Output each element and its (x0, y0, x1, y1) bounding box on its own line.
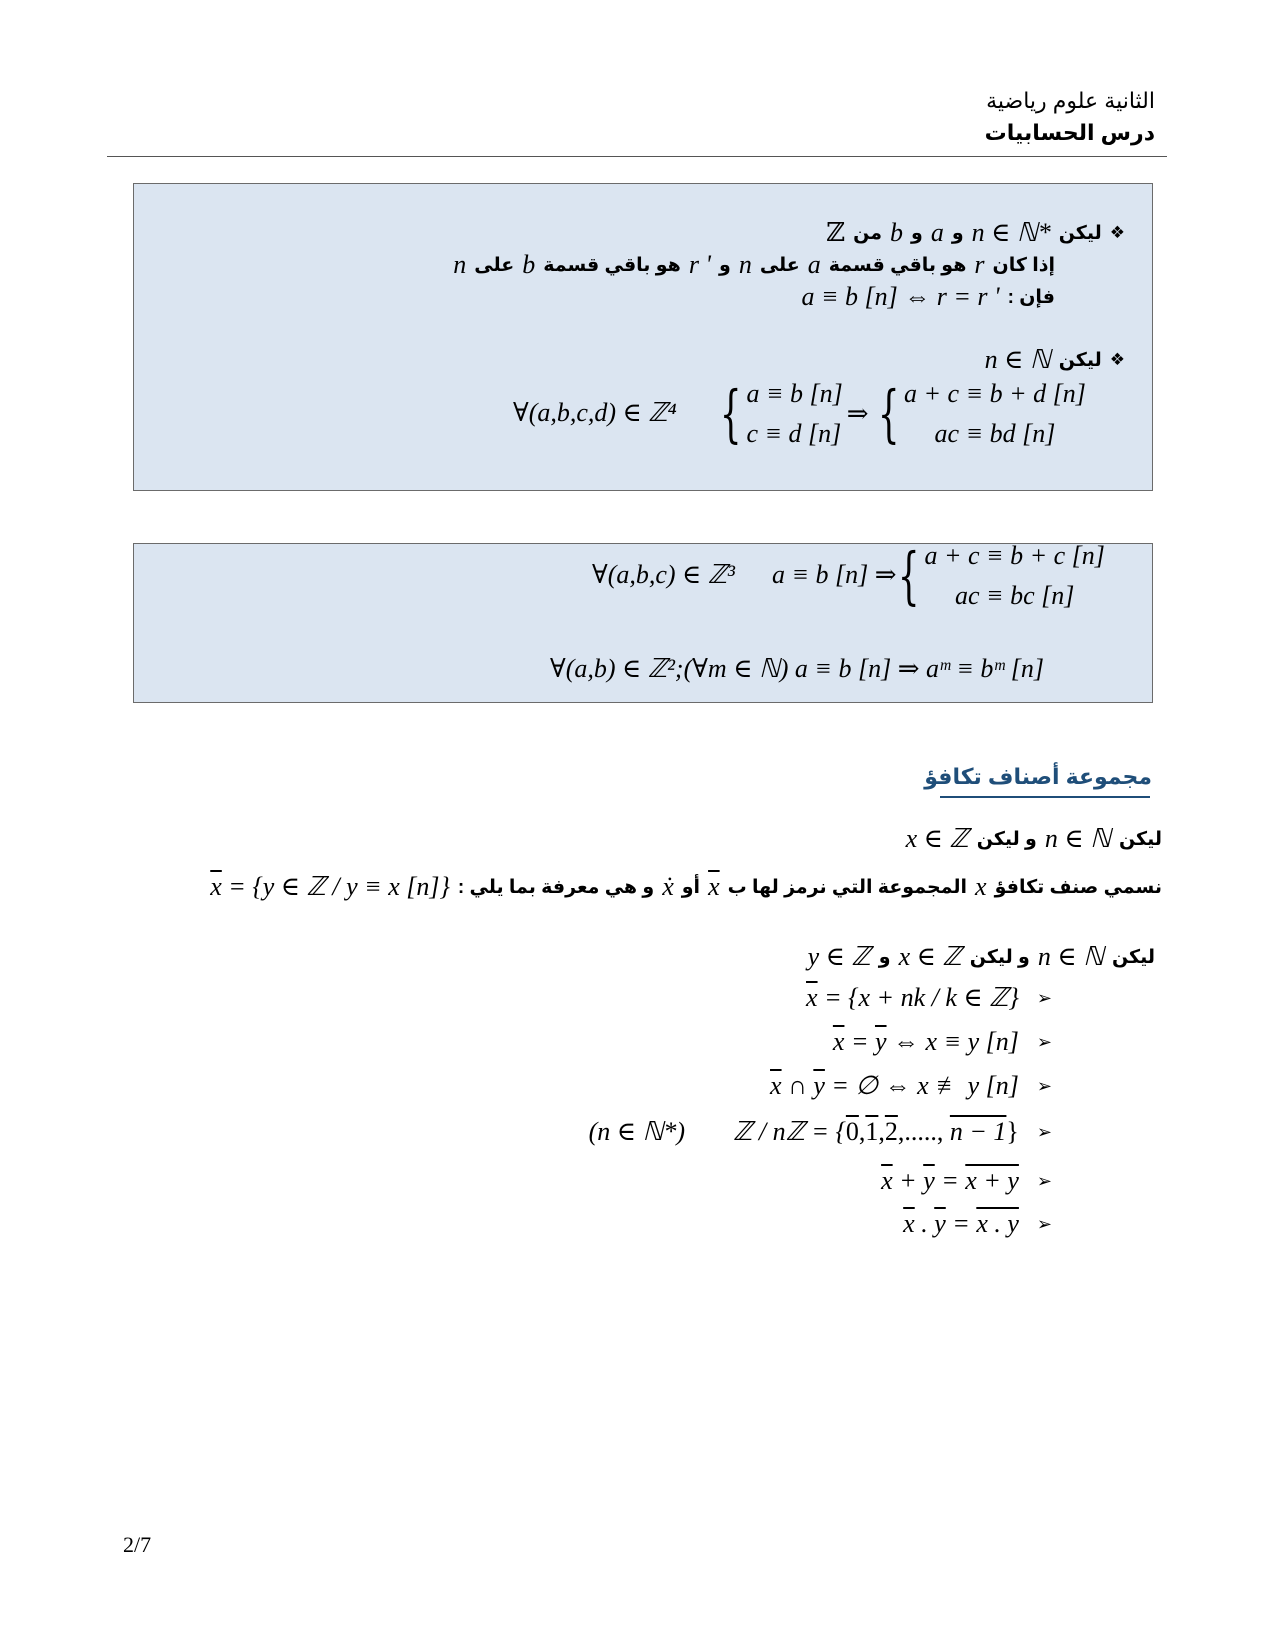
box2-system: { a + c ≡ b + c [n] ac ≡ bc [n] (893, 536, 1105, 616)
property-3: ➢ $\overline{x}$ ∩ $\overline{y}$ = ∅ ⇔ x ≢ y [n] (770, 1071, 1052, 1100)
property-1: ➢ $\overline{x} = \{x$ + nk / k ∈ ℤ} (806, 983, 1052, 1012)
arrowhead-bullet-icon: ➢ (1036, 1121, 1052, 1143)
implies-sign: ⇒ (846, 399, 869, 428)
property-5: ➢ $\overline{x} + \overline{y} = x + y$ (881, 1166, 1052, 1195)
course-subtitle: الثانية علوم رياضية (986, 88, 1155, 113)
box1-line2: إذا كان r هو باقي قسمة a على n و r ' هو باقي قسمة b على n (453, 250, 1055, 279)
box2-quantifier: ∀(a,b,c) ∈ ℤ³ (592, 560, 735, 589)
sys-left-line: c ≡ d [n] (746, 419, 842, 448)
arrowhead-bullet-icon: ➢ (1036, 1170, 1052, 1192)
sys-line: ac ≡ bc [n] (954, 581, 1075, 610)
section-line3: ليكن n ∈ ℕ و ليكن x ∈ ℤ و y ∈ ℤ (807, 942, 1155, 971)
sys-line: a + c ≡ b + c [n] (924, 541, 1105, 570)
box1-line3: فإن : a ≡ b [n] ⇔ r = r ' (801, 282, 1055, 311)
section-definition: نسمي صنف تكافؤ x المجموعة التي نرمز لها ب $\overline{x}$ أو ẋ و هي معرفة بما يلي : $\overline{x} = \{y$ ∈ ℤ / y ≡ x [n]} (210, 872, 1162, 901)
box1-line4: ❖ ليكن n ∈ ℕ (984, 345, 1125, 374)
property-4: ➢ ℤ / nℤ = {0,1,2,....., n − 1} (n ∈ ℕ*) (588, 1117, 1052, 1146)
section-title: مجموعة أصناف تكافؤ (924, 764, 1152, 789)
sys-right-line: a + c ≡ b + d [n] (903, 379, 1086, 408)
page-number: 2/7 (123, 1532, 152, 1557)
arrowhead-bullet-icon: ➢ (1036, 1075, 1052, 1097)
section-title-underline (940, 796, 1150, 798)
arrowhead-bullet-icon: ➢ (1036, 1031, 1052, 1053)
diamond-bullet-icon: ❖ (1109, 350, 1125, 370)
section-line1: ليكن n ∈ ℕ و ليكن x ∈ ℤ (905, 824, 1162, 853)
header-divider (107, 156, 1167, 157)
lesson-title: درس الحسابيات (984, 120, 1155, 145)
property-6: ➢ $\overline{x}$ . $\overline{y} = x$ . y (903, 1209, 1052, 1238)
sys-right-line: ac ≡ bd [n] (934, 419, 1056, 448)
property-4-condition: (n ∈ ℕ*) (588, 1117, 685, 1146)
diamond-bullet-icon: ❖ (1109, 223, 1125, 243)
box2-premise: a ≡ b [n] ⇒ (772, 560, 897, 589)
arrowhead-bullet-icon: ➢ (1036, 1213, 1052, 1235)
box1-system: { a ≡ b [n] c ≡ d [n] ⇒ { a + c ≡ b + d [n] ac ≡ bd [n] (715, 374, 1086, 454)
box1-line1: ❖ ليكن n ∈ ℕ* و a و b من ℤ (826, 218, 1125, 247)
arrowhead-bullet-icon: ➢ (1036, 987, 1052, 1009)
box1-quantifier: ∀(a,b,c,d) ∈ ℤ⁴ (513, 398, 677, 427)
box2-power-property: ∀(a,b) ∈ ℤ²;(∀m ∈ ℕ) a ≡ b [n] ⇒ aᵐ ≡ bᵐ [n] (550, 654, 1044, 683)
property-2: ➢ $\overline{x} = \overline{y}$ ⇔ x ≡ y [n] (832, 1027, 1052, 1056)
sys-left-line: a ≡ b [n] (746, 379, 843, 408)
